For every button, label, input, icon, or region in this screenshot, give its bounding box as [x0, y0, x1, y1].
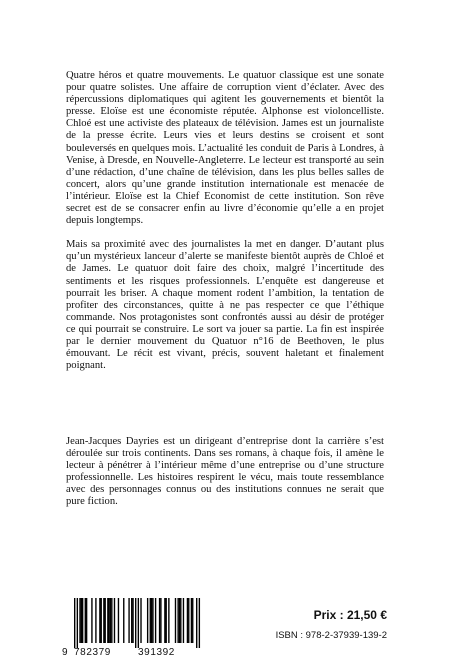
barcode-bar [196, 598, 197, 648]
barcode-bar [111, 598, 112, 643]
barcode-bar [192, 598, 193, 643]
barcode-bar [110, 598, 111, 643]
barcode-bar [114, 598, 115, 643]
barcode-bar [180, 598, 181, 643]
back-cover-blurb [66, 70, 384, 384]
barcode-bar [105, 598, 106, 643]
barcode-bar [131, 598, 132, 643]
price-label: Prix : 21,50 € [313, 608, 387, 622]
barcode-lead-digit: 9 [62, 647, 69, 658]
barcode-bar [151, 598, 152, 643]
author-bio: Jean-Jacques Dayries est un dirigeant d’entreprise dont la carrière s’est déroulée sur trois continents. Dans ses romans, à chaque fois, il amène le lecteur à pénétrer à l’intérieur même d’une entreprise ou d’une structure professionnelle. Les histoires respirent le vécu, mais toute ressemblance avec des personnages connus ou des institutions connues ne serait que pure fiction. [66, 436, 384, 508]
barcode-bar [199, 598, 200, 648]
barcode-bar [77, 598, 78, 648]
barcode-bar [81, 598, 82, 643]
barcode-bar [140, 598, 141, 643]
barcode-bar [150, 598, 151, 643]
barcode-bar [177, 598, 178, 643]
isbn-label: ISBN : 978-2-37939-139-2 [275, 630, 387, 641]
barcode-bar [152, 598, 153, 643]
barcode-bar [191, 598, 192, 643]
barcode-bar [160, 598, 161, 643]
barcode-bar [101, 598, 102, 643]
ean-barcode [62, 598, 202, 650]
barcode-bar [164, 598, 165, 643]
barcode-bar [138, 598, 139, 648]
barcode-bar [128, 598, 129, 643]
barcode-bar [107, 598, 108, 643]
barcode-bar [155, 598, 156, 643]
barcode-bar [82, 598, 83, 643]
barcode-bar [147, 598, 148, 643]
barcode-bar [175, 598, 176, 643]
barcode-group-2: 391392 [138, 647, 175, 658]
barcode-bar [188, 598, 189, 643]
barcode-bar [183, 598, 184, 643]
barcode-bar [108, 598, 109, 643]
barcode-bar [132, 598, 133, 643]
barcode-bar [135, 598, 136, 648]
barcode-bar [99, 598, 100, 643]
barcode-bar [91, 598, 92, 643]
barcode-bar [179, 598, 180, 643]
barcode-bar [187, 598, 188, 643]
barcode-bar [86, 598, 87, 643]
barcode-bar [85, 598, 86, 643]
barcode-bar [118, 598, 119, 643]
barcode-bar [166, 598, 167, 643]
barcode-bars [62, 598, 202, 648]
barcode-bar [123, 598, 124, 643]
barcode-bar [79, 598, 80, 643]
barcode-bar [103, 598, 104, 643]
blurb-paragraph-2: Mais sa proximité avec des journalistes la met en danger. D’autant plus qu’un mystérieux lanceur d’alerte se manifeste bientôt auprès de Chloé et de James. Le quatuor doit faire des choix, malgré l’incertitude des sentiments et les risques professionnels. L’enquête est dangereuse et pourrait les briser. A chaque moment rodent l’ambition, la tentation de profiter des circonstances, quitte à ne pas respecter ce que l’éthique commande. Nos protagonistes sont confrontés aussi au désir de protéger ce qui pourrait se construire. Le sort va jouer sa partie. La fin est inspirée par le dernier mouvement du Quatuor n°16 de Beethoven, le plus émouvant. Le récit est vivant, précis, souvent haletant et finalement poignant. [66, 239, 384, 372]
barcode-bar [74, 598, 75, 648]
blurb-paragraph-1: Quatre héros et quatre mouvements. Le quatuor classique est une sonate pour quatre solistes. Une affaire de corruption vient d’éclater. Avec des répercussions diplomatiques qui agitent les gouvernements et bientôt la presse. Eloïse est une économiste réputée. Alphonse est violoncelliste. Chloé est une activiste des plateaux de télévision. James est un journaliste de la presse écrite. Leurs vies et leurs destins se croisent et sont bouleversés en quelques mois. L’actualité les conduit de Paris à Londres, à Venise, à Dresde, en Nouvelle-Angleterre. Le lecteur est transporté au sein d’une rédaction, d’une chaîne de télévision, dans les plus belles salles de concert, alors qu’une grande institution internationale est menacée de l’intérieur. Eloïse est la Chief Economist de cette institution. Son rêve secret est de se consacrer enfin au livre d’économie qu’elle a en projet depuis longtemps. [66, 70, 384, 227]
barcode-group-1: 782379 [74, 647, 111, 658]
barcode-bar [159, 598, 160, 643]
barcode-bar [95, 598, 96, 643]
barcode-bar [168, 598, 169, 643]
